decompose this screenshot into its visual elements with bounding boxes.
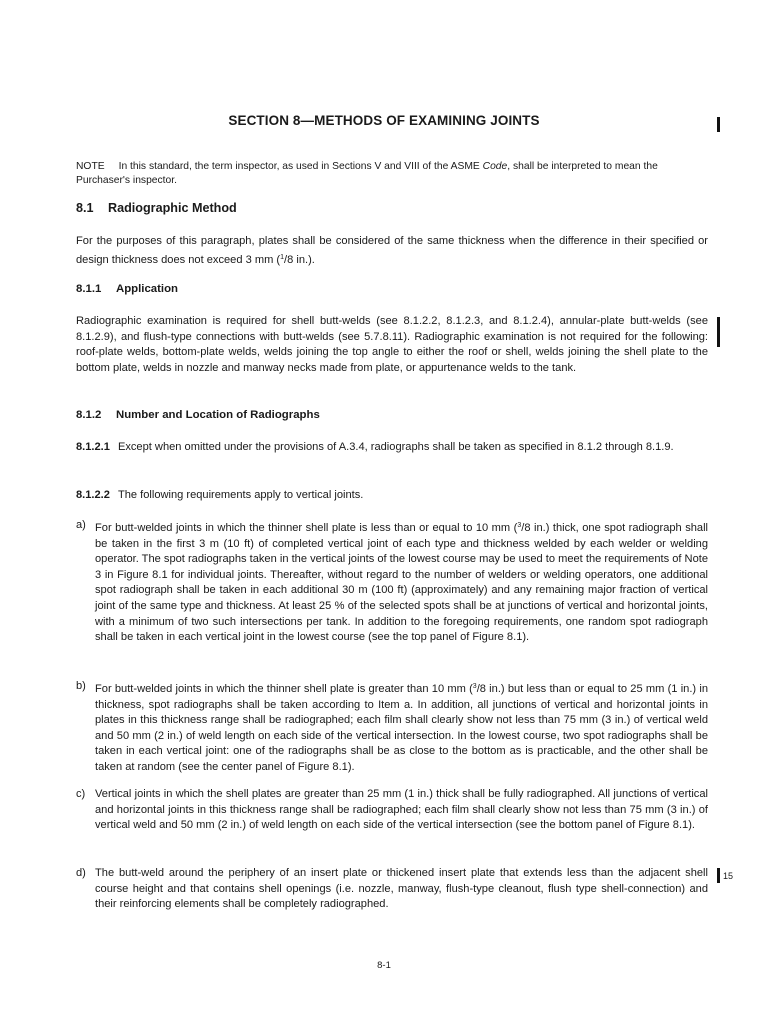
heading-number: 8.1.1: [76, 283, 102, 295]
note: [76, 160, 708, 188]
paragraph-text: /8 in.).: [284, 253, 315, 266]
change-bar-item-d: [717, 868, 720, 883]
fraction-numerator: 1: [280, 253, 285, 261]
list-item-text: [95, 679, 708, 776]
paragraph-text: Except when omitted under the provisions of A.3.4, radiographs shall be taken as specified in 8.1.2 through 8.1.9.: [117, 441, 674, 453]
heading-number: 8.1: [76, 201, 94, 215]
heading-8-1-2: [76, 409, 320, 421]
change-bar-8-1-1: [717, 317, 720, 347]
revision-mark: 15: [723, 871, 734, 881]
list-text: For butt-welded joints in which the thinner shell plate is greater than 10 mm (: [95, 683, 473, 695]
paragraph-number: 8.1.2.2: [76, 489, 110, 501]
list-item-c: [76, 787, 708, 834]
fraction-numerator: 3: [472, 683, 477, 690]
list-marker: b): [76, 680, 86, 692]
list-marker: c): [76, 788, 86, 800]
change-bar-title: [717, 117, 720, 132]
list-item-text: [95, 518, 708, 646]
list-marker: a): [76, 519, 86, 531]
list-item-text: Vertical joints in which the shell plates are greater than 25 mm (1 in.) thick shall be fully radiographed. All junctions of vertical and horizontal joints in this thickness range shall be radiographed; each film shall clearly show not less than 75 mm (3 in.) of vertical weld and 50 mm (2 in.) of weld length on each side of the vertical intersection (see the bottom panel of Figure 8.1).: [95, 788, 708, 832]
list-item-a: [76, 518, 708, 646]
paragraph-8-1-2-1: [76, 440, 708, 456]
list-item-text: The butt-weld around the periphery of an insert plate or thickened insert plate that extends less than the adjacent shell course height and that contains shell openings (i.e. nozzle, manway, flush-type cleanout, flush type shell-connection) and their reinforcing elements shall be completely radiographed.: [95, 867, 708, 911]
section-title: SECTION 8—METHODS OF EXAMINING JOINTS: [228, 113, 540, 128]
list-item-d: [76, 866, 708, 913]
paragraph-number: 8.1.2.1: [76, 441, 110, 453]
paragraph-text: The following requirements apply to vertical joints.: [117, 489, 364, 501]
heading-title: Application: [116, 283, 179, 295]
note-text-before: In this standard, the term inspector, as used in Sections V and VIII of the ASME: [118, 161, 483, 172]
note-text-after: , shall be interpreted to mean the Purchaser's inspector.: [76, 161, 658, 186]
page-number: 8-1: [377, 960, 391, 971]
paragraph-text: For the purposes of this paragraph, plates shall be considered of the same thickness when the difference in their specified or design thickness does not exceed 3 mm (: [76, 235, 708, 266]
heading-title: Radiographic Method: [108, 201, 237, 215]
heading-8-1: [76, 201, 237, 215]
note-label: NOTE: [76, 161, 105, 172]
list-marker: d): [76, 867, 86, 879]
heading-title: Number and Location of Radiographs: [116, 409, 320, 421]
heading-number: 8.1.2: [76, 409, 102, 421]
paragraph-8-1-2-2: [76, 488, 708, 504]
list-item-b: [76, 679, 708, 776]
fraction-numerator: 3: [517, 522, 522, 529]
list-text: /8 in.) thick, one spot radiograph shall be taken in the first 3 m (10 ft) of completed vertical joint of each type and thickness welded by each welder or welding operator. The spot radiographs taken in the vertical joints of the lowest course may be used to meet the requirements of Note 3 in Figure 8.1 for individual joints. Thereafter, without regard to the number of welders or welding operators, one additional spot radiograph shall be taken in each additional 30 m (100 ft) (approximately) and any remaining major fraction of vertical joint of the same type and thickness. At least 25 % of the selected spots shall be at junctions of vertical and horizontal joints, with a minimum of two such intersections per tank. In addition to the foregoing requirements, one random spot radiograph shall be taken in each vertical joint in the lowest course (see the top panel of Figure 8.1).: [95, 522, 709, 644]
paragraph-8-1-1: Radiographic examination is required for shell butt-welds (see 8.1.2.2, 8.1.2.3, and 8.1.2.4), annular-plate butt-welds (see 8.1.2.9), and flush-type connections with butt-welds (see 5.7.8.11). Radiographic examination is not required for the following: roof-plate welds, bottom-plate welds, welds joining the top angle to either the roof or shell, welds joining the shell plate to the bottom plate, welds in nozzle and manway necks made from plate, or appurtenance welds to the tank.: [76, 315, 708, 374]
heading-8-1-1: [76, 283, 178, 295]
list-text: /8 in.) but less than or equal to 25 mm (1 in.) in thickness, spot radiographs shall be taken according to Item a. In addition, all junctions of vertical and horizontal joints in plates in this thickness range shall be radiographed; each film shall clearly show not less than 75 mm (3 in.) of vertical weld and 50 mm (2 in.) of weld length on each side of the vertical intersection. In the lowest course, two spot radiographs shall be taken in each vertical joint: one of the radiographs shall be as close to the bottom as is practicable, and the other shall be taken at random (see the center panel of Figure 8.1).: [95, 683, 708, 773]
paragraph-8-1: [76, 234, 708, 268]
note-italic: Code: [482, 161, 508, 172]
list-text: For butt-welded joints in which the thinner shell plate is less than or equal to 10 mm (: [95, 522, 518, 534]
